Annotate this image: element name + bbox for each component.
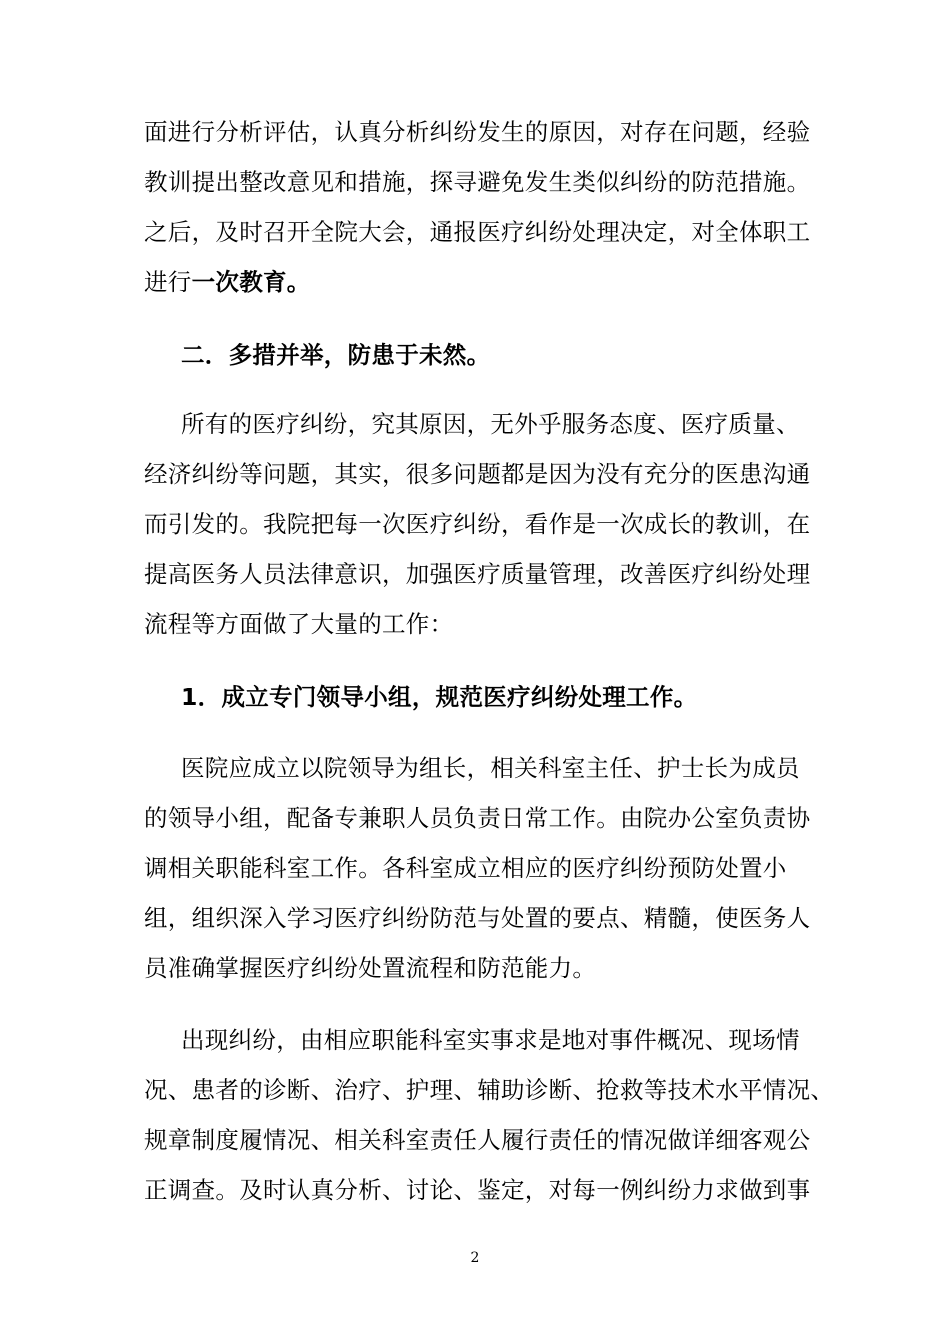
subsection-heading: 1．成立专门领导小组，规范医疗纠纷处理工作。 xyxy=(181,683,698,711)
text-line: 而引发的。我院把每一次医疗纠纷，看作是一次成长的教训，在 xyxy=(144,510,811,538)
section-heading: 二．多措并举，防患于未然。 xyxy=(181,341,491,369)
text-line xyxy=(144,267,808,297)
text-line: 规章制度履情况、相关科室责任人履行责任的情况做详细客观公 xyxy=(144,1126,811,1154)
text-line: 经济纠纷等问题，其实，很多问题都是因为没有充分的医患沟通 xyxy=(144,460,811,488)
text-line: 况、患者的诊断、治疗、护理、辅助诊断、抢救等技术水平情况、 xyxy=(144,1076,835,1104)
page-number: 2 xyxy=(470,1250,480,1266)
text-line: 教训提出整改意见和措施，探寻避免发生类似纠纷的防范措施。 xyxy=(144,168,811,196)
text-line: 的领导小组，配备专兼职人员负责日常工作。由院办公室负责协 xyxy=(144,804,811,832)
text-line: 正调查。及时认真分析、讨论、鉴定，对每一例纠纷力求做到事 xyxy=(144,1176,811,1204)
text-line: 提高医务人员法律意识，加强医疗质量管理，改善医疗纠纷处理 xyxy=(144,560,811,588)
text-line: 医院应成立以院领导为组长，相关科室主任、护士长为成员 xyxy=(181,754,800,782)
text-line: 组，组织深入学习医疗纠纷防范与处置的要点、精髓，使医务人 xyxy=(144,904,811,932)
text-line: 出现纠纷，由相应职能科室实事求是地对事件概况、现场情 xyxy=(181,1026,800,1054)
text-line: 之后，及时召开全院大会，通报医疗纠纷处理决定，对全体职工 xyxy=(144,218,811,246)
text-line: 流程等方面做了大量的工作： xyxy=(144,610,454,638)
text-line: 所有的医疗纠纷，究其原因，无外乎服务态度、医疗质量、 xyxy=(181,410,800,438)
text-line: 面进行分析评估，认真分析纠纷发生的原因，对存在问题，经验 xyxy=(144,118,811,146)
text-emphasis: 一次教育。 xyxy=(191,268,311,296)
text-line: 调相关职能科室工作。各科室成立相应的医疗纠纷预防处置小 xyxy=(144,854,787,882)
text-plain: 进行 xyxy=(144,268,192,296)
text-line: 员准确掌握医疗纠纷处置流程和防范能力。 xyxy=(144,954,597,982)
